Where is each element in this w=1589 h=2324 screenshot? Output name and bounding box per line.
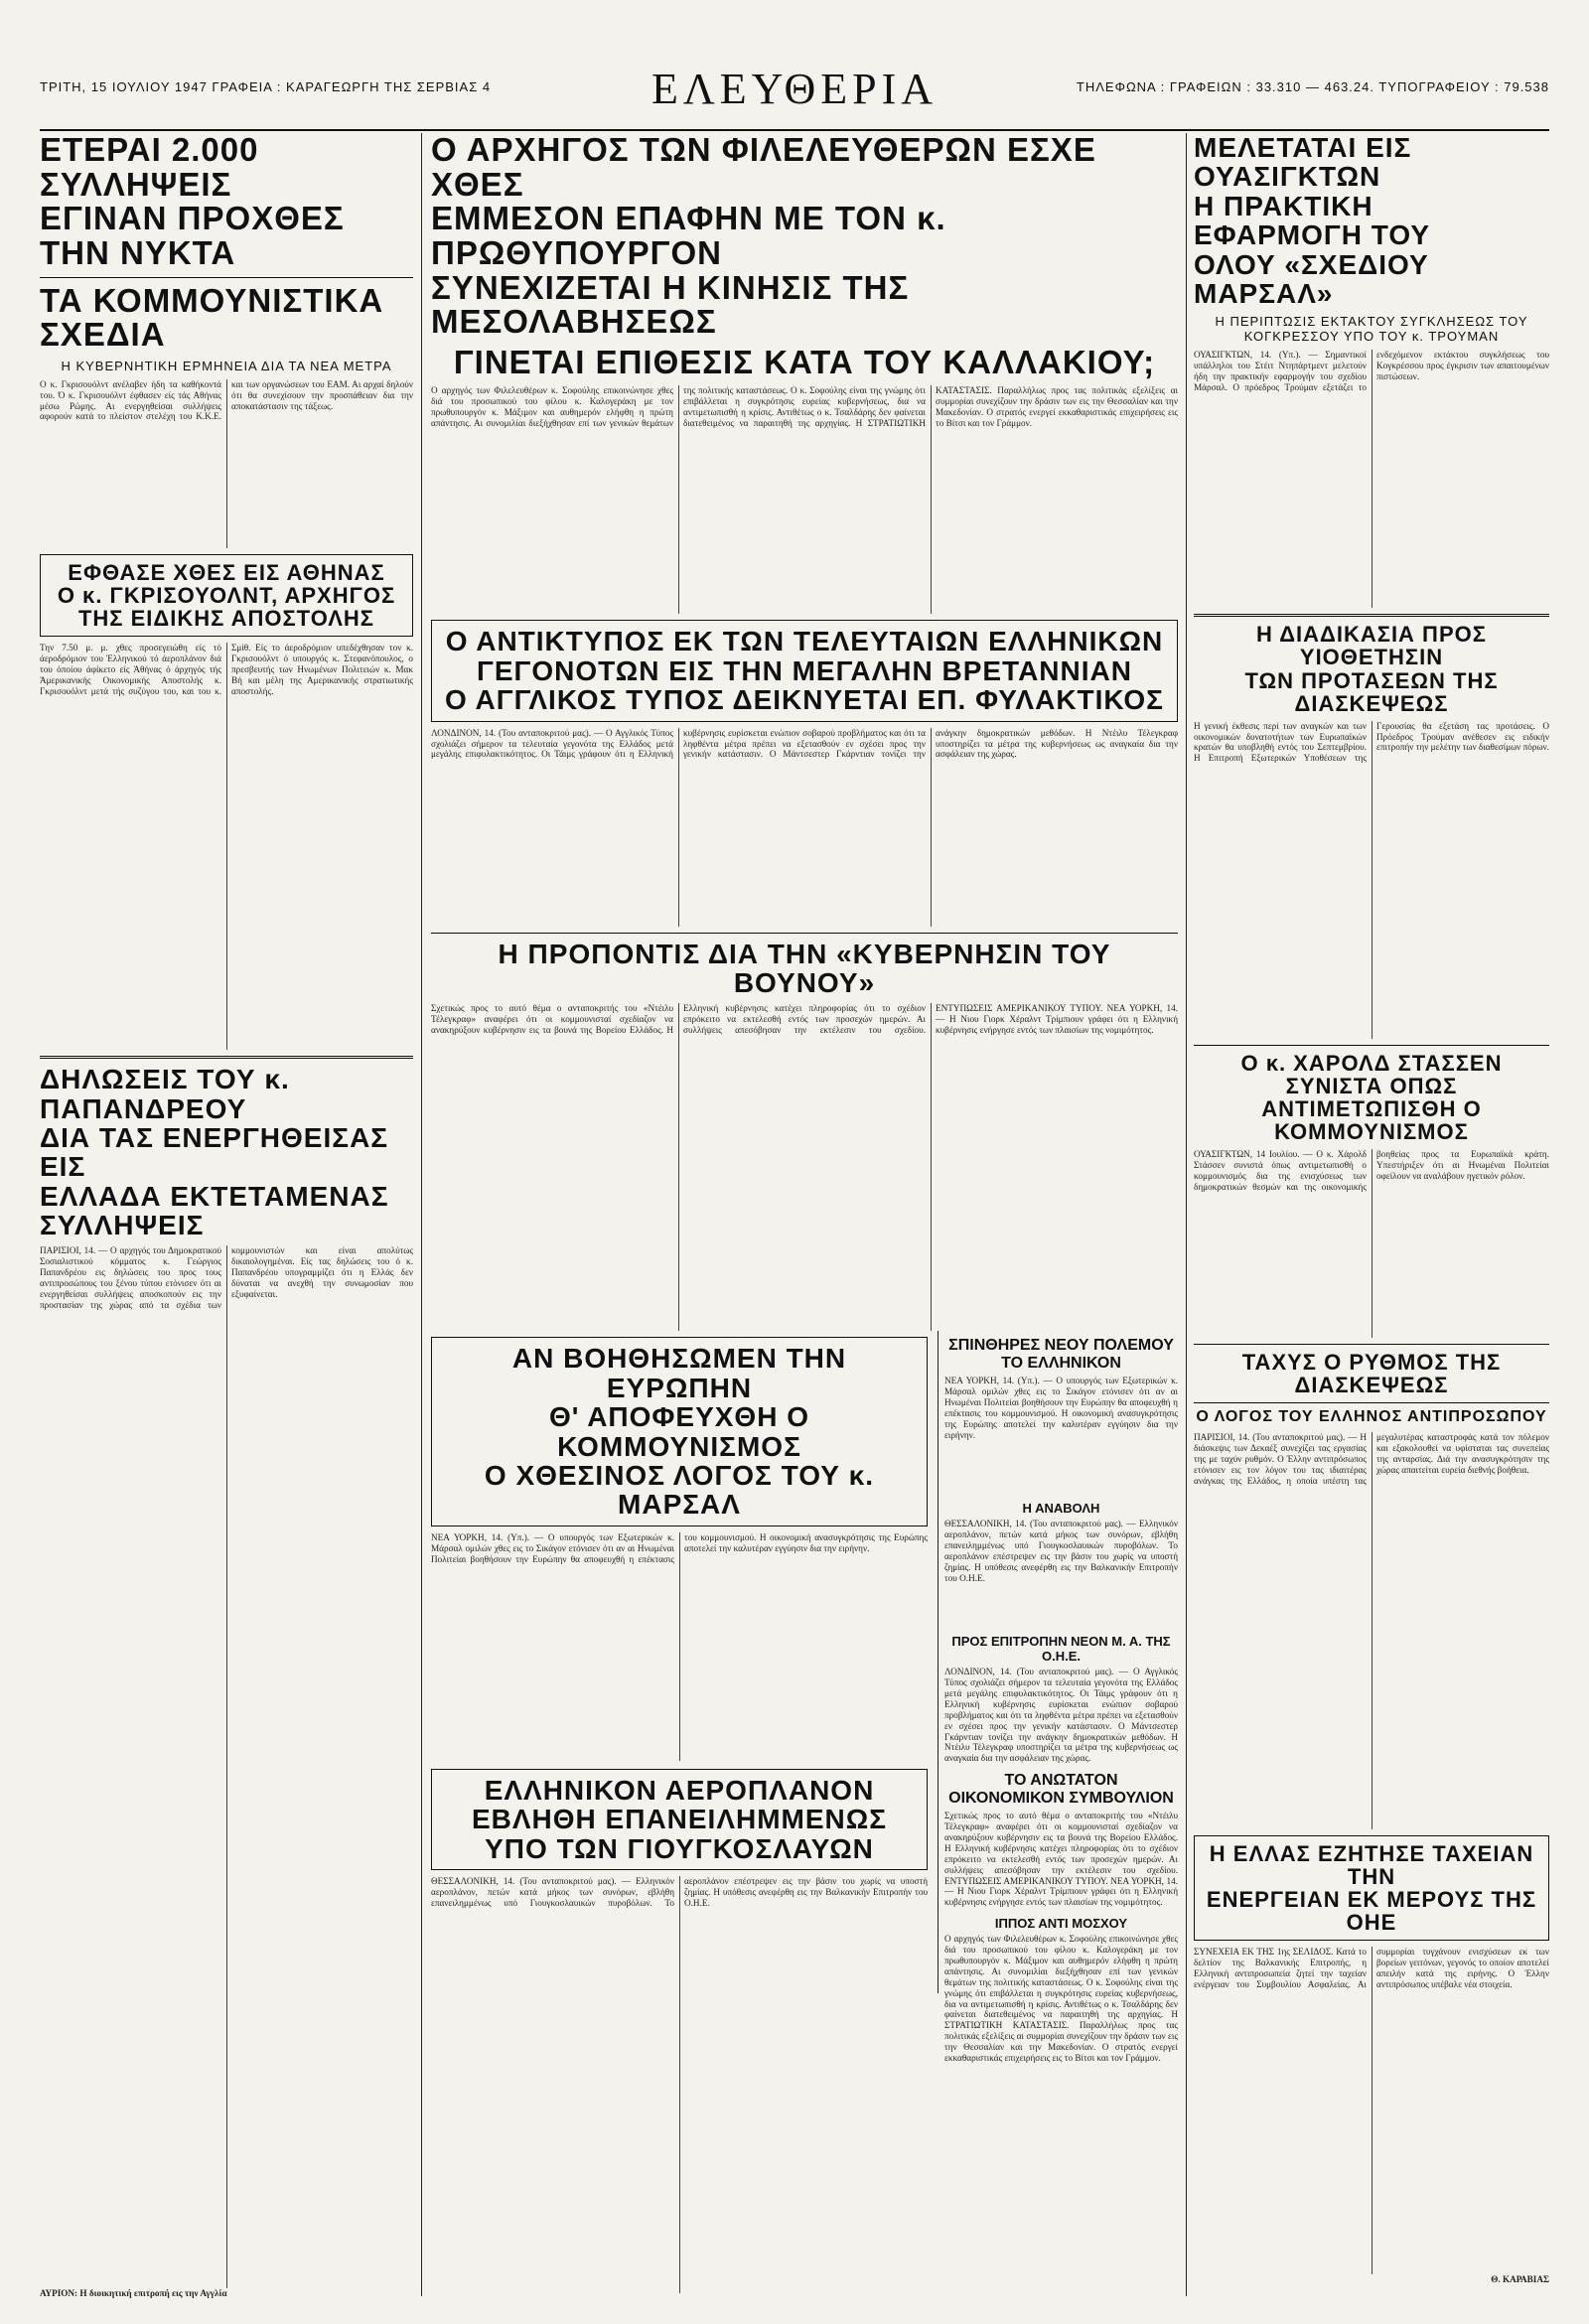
article-body: ΣΥΝΕΧΕΙΑ ΕΚ ΤΗΣ 1ης ΣΕΛΙΔΟΣ. Κατά το δελτίον της Βαλκανικής Επιτροπής, η Ελληνική αντιπροσωπεία ζητεί την ταχείαν ενέργειαν του Συμβουλίου Ασφαλείας. Αι συμμορίαι τυγχάνουν ενισχύσεων εκ των βορείων γειτόνων, γεγονός το οποίον αποτελεί απειλήν κατά της ειρήνης. Ο Έλλην αντιπρόσωπος υπέβαλε νέα στοιχεία.	[1194, 1947, 1549, 1990]
headline: ΟΛΟΥ «ΣΧΕΔΙΟΥ ΜΑΡΣΑΛ»	[1194, 248, 1429, 309]
article-body: ΛΟΝΔΙΝΟΝ, 14. (Του ανταποκριτού μας). — Ο Αγγλικός Τύπος σχολιάζει σήμερον τα τελευταία γεγονότα της Ελλάδος μετά μεγάλης επιφυλακτικότητος. Οι Τάιμς γράφουν ότι η Ελληνική κυβέρνησις ευρίσκεται ενώπιον σοβαρού προβλήματος και ότι τα ληφθέντα μέτρα πρέπει να εξετασθούν εν σχέσει προς την γενικήν κατάστασιν. Ο Μάντσεστερ Γκάρντιαν τονίζει την ανάγκην δημοκρατικών μεθόδων. Η Ντέιλυ Τέλεγκραφ υποστηρίζει τα μέτρα της κυβερνήσεως ως αναγκαία δια την ασφάλειαν της χώρας.	[431, 727, 1178, 760]
center-column	[431, 133, 1178, 2324]
headline: ΕΛΛΗΝΙΚΟΝ ΑΕΡΟΠΛΑΝΟΝ	[484, 1774, 875, 1806]
headline: Η ΠΡΑΚΤΙΚΗ ΕΦΑΡΜΟΓΗ ΤΟΥ	[1194, 190, 1431, 251]
brief-headline: ΤΟ ΑΝΩΤΑΤΟΝ ΟΙΚΟΝΟΜΙΚΟΝ ΣΥΜΒΟΥΛΙΟΝ	[948, 1772, 1174, 1808]
news-box	[431, 1337, 928, 1525]
headline: ΕΝΕΡΓΕΙΑΝ ΕΚ ΜΕΡΟΥΣ ΤΗΣ ΟΗΕ	[1206, 1887, 1537, 1936]
headline: ΕΒΛΗΘΗ ΕΠΑΝΕΙΛΗΜΜΕΝΩΣ	[471, 1804, 888, 1835]
divider	[1194, 1045, 1549, 1046]
article-body: ΝΕΑ ΥΟΡΚΗ, 14. (Υπ.). — Ο υπουργός των Εξωτερικών κ. Μάρσαλ ομιλών χθες εις το Σικάγον ετόνισεν ότι αν αι Ηνωμέναι Πολιτείαι βοηθήσουν την Ευρώπην θα αποφευχθή η επέκτασις του κομμουνισμού. Η οικονομική ανασυγκρότησις της Ευρώπης αποτελεί την καλυτέραν εγγύησιν δια την ειρήνην.	[944, 1376, 1178, 1440]
marshall-section	[431, 1331, 928, 2293]
headline: ΣΥΝΕΧΙΖΕΤΑΙ Η ΚΙΝΗΣΙΣ ΤΗΣ ΜΕΣΟΛΑΒΗΣΕΩΣ	[431, 268, 910, 341]
masthead-phones: ΤΗΛΕΦΩΝΑ : ΓΡΑΦΕΙΩΝ : 33.310 — 463.24. ΤΥΠΟΓΡΑΦΕΙΟΥ : 79.538	[1076, 79, 1549, 94]
brief-headline: Η ΑΝΑΒΟΛΗ	[1022, 1501, 1100, 1517]
subheadline: Η ΠΕΡΙΠΤΩΣΙΣ ΕΚΤΑΚΤΟΥ ΣΥΓΚΛΗΣΕΩΣ ΤΟΥ ΚΟΓΚΡΕΣΣΟΥ ΥΠΟ ΤΟΥ κ. ΤΡΟΥΜΑΝ	[1215, 314, 1528, 345]
right-column	[1194, 133, 1549, 2285]
news-box	[431, 1769, 928, 1870]
headline: ΤΗΣ ΕΙΔΙΚΗΣ ΑΠΟΣΤΟΛΗΣ	[77, 606, 375, 632]
headline: Θ' ΑΠΟΦΕΥΧΘΗ Ο ΚΟΜΜΟΥΝΙΣΜΟΣ	[549, 1401, 809, 1462]
divider	[1194, 1402, 1549, 1403]
headline: ΓΕΓΟΝΟΤΩΝ ΕΙΣ ΤΗΝ ΜΕΓΑΛΗΝ ΒΡΕΤΑΝΝΙΑΝ	[477, 654, 1132, 686]
headline: ΕΛΛΑΔΑ ΕΚΤΕΤΑΜΕΝΑΣ ΣΥΛΛΗΨΕΙΣ	[40, 1180, 389, 1241]
headline: ΜΕΛΕΤΑΤΑΙ ΕΙΣ ΟΥΑΣΙΓΚΤΩΝ	[1194, 132, 1412, 193]
headline: Ο ΑΝΤΙΚΤΥΠΟΣ ΕΚ ΤΩΝ ΤΕΛΕΥΤΑΙΩΝ ΕΛΛΗΝΙΚΩΝ	[445, 626, 1164, 657]
headline: ΑΝ ΒΟΗΘΗΣΩΜΕΝ ΤΗΝ ΕΥΡΩΠΗΝ	[511, 1343, 847, 1403]
brief-headline: ΙΠΠΟΣ ΑΝΤΙ ΜΟΣΧΟΥ	[994, 1916, 1128, 1932]
headline: Ο ΑΡΧΗΓΟΣ ΤΩΝ ΦΙΛΕΛΕΥΘΕΡΩΝ ΕΣΧΕ ΧΘΕΣ	[431, 131, 1096, 203]
headline: Ο ΑΓΓΛΙΚΟΣ ΤΥΠΟΣ ΔΕΙΚΝΥΕΤΑΙ ΕΠ. ΦΥΛΑΚΤΙΚΟΣ	[445, 684, 1164, 716]
brief-headline: ΣΠΙΝΘΗΡΕΣ ΝΕΟΥ ΠΟΛΕΜΟΥ ΤΟ ΕΛΛΗΝΙΚΟΝ	[948, 1337, 1174, 1373]
byline: Θ. ΚΑΡΑΒΙΑΣ	[1491, 2274, 1549, 2285]
column-rule	[421, 133, 422, 2296]
headline: ΥΠΟ ΤΩΝ ΓΙΟΥΓΚΟΣΛΑΥΩΝ	[485, 1832, 874, 1864]
headline: Ο κ. ΓΚΡΙΣΟΥΟΛΝΤ, ΑΡΧΗΓΟΣ	[57, 582, 396, 608]
news-box	[40, 554, 413, 637]
headline: ΔΗΛΩΣΕΙΣ ΤΟΥ κ. ΠΑΠΑΝΔΡΕΟΥ	[40, 1064, 290, 1124]
article-body: ΟΥΑΣΙΓΚΤΩΝ, 14 Ιουλίου. — Ο κ. Χάρολδ Στάσσεν συνιστά όπως αντιμετωπισθή ο κομμουνισμός δια της ενισχύσεως των δημοκρατικών θεσμών και της οικονομικής βοηθείας προς τα Ευρωπαϊκά κράτη. Υπεστήριξεν ότι αι Ηνωμέναι Πολιτείαι οφείλουν να αναλάβουν ηγετικόν ρόλον.	[1194, 1149, 1549, 1192]
headline: Η ΠΡΟΠΟΝΤΙΣ ΔΙΑ ΤΗΝ «ΚΥΒΕΡΝΗΣΙΝ ΤΟΥ ΒΟΥΝΟΥ»	[498, 938, 1111, 999]
left-column	[40, 133, 413, 2299]
headline: Ο ΧΘΕΣΙΝΟΣ ΛΟΓΟΣ ΤΟΥ κ. ΜΑΡΣΑΛ	[484, 1460, 875, 1521]
footer-note: ΑΥΡΙΟΝ: Η διοικητική επιτροπή εις την Αγγλία	[40, 2288, 227, 2299]
lower-center	[431, 1331, 1178, 2324]
article-body: Την 7.50 μ. μ. χθες προσεγειώθη είς τό άεροδρόμιον του Έλληνικού τό άεροπλάνον διά του όποίου άφίκετο είς Άθήνας ό άρχηγός τής Άμερικανικής Οικονομικής Αποστολής κ. Γκρισουόλντ μετά τής συζύγου του, και του κ. Σμίθ. Είς το άεροδρόμιον υπεδέχθησαν τον κ. Γκρισουόλντ ό υπουργός κ. Στεφανόπουλος, ο πρεσβευτής των Ηνωμένων Πολιτειών κ. Μακ Βή και μέλη της Αμερικανικής στρατιωτικής αποστολής.	[40, 643, 413, 696]
news-box	[1194, 1835, 1549, 1941]
article-body: Ο αρχηγός των Φιλελευθέρων κ. Σοφούλης επικοινώνησε χθες διά του προσωπικού του φίλου κ. Καλογεράκη με τον πρωθυπουργόν κ. Μάξιμον και αυθημερόν ελήφθη η πρώτη απάντησις. Αι συνομιλίαι διεξήχθησαν επί των γενικών θεμάτων της πολιτικής καταστάσεως. Ο κ. Σοφούλης είναι της γνώμης ότι επιβάλλεται η συγκρότησις ευρείας κυβερνήσεως, δια να αντιμετωπισθή η κρίσις. Αντιθέτως ο κ. Τσαλδάρης δεν φαίνεται διατεθειμένος να παραιτηθή της αρχηγίας. Η ΣΤΡΑΤΙΩΤΙΚΗ ΚΑΤΑΣΤΑΣΙΣ. Παραλλήλως προς τας πολιτικάς εξελίξεις αι συμμορίαι συνεχίζουν την δράσιν των εις την Θεσσαλίαν και την Μακεδονίαν. Ο στρατός ενεργεί εκκαθαριστικάς επιχειρήσεις εις το Βίτσι και τον Γράμμον.	[431, 385, 1178, 429]
article-body: Ο κ. Γκρισουόλντ ανέλαβεν ήδη τα καθήκοντά του. Ό κ. Γκρισουόλντ έφθασεν είς τάς Αθήνας μέσω Ρώμης. Αι ενεργηθείσαι συλλήψεις αφορούν κατά το πλείστον στελέχη του Κ.Κ.Ε. και των οργανώσεων του ΕΑΜ. Αι αρχαί δηλούν ότι θα συνεχίσουν την προσπάθειαν δια την αποκατάστασιν της τάξεως.	[40, 378, 413, 422]
briefs-column	[938, 1331, 1178, 2063]
article-body: Σχετικώς προς το αυτό θέμα ο ανταποκριτής του «Ντέιλυ Τέλεγκραφ» αναφέρει ότι οι κομμουνισταί σχεδίαζον να ανακηρύξουν κυβέρνησιν εις τα βουνά της Βορείου Ελλάδος. Η Ελληνική κυβέρνησις κατέχει πληροφορίας ότι το σχέδιον επρόκειτο να εκτελεσθή εντός των προσεχών ημερών. Αι συλλήψεις απεσόβησαν την εκτέλεσιν του σχεδίου. ΕΝΤΥΠΩΣΕΙΣ ΑΜΕΡΙΚΑΝΙΚΟΥ ΤΥΠΟΥ. ΝΕΑ ΥΟΡΚΗ, 14. — Η Νιου Γιορκ Χέραλντ Τρίμπιουν γράφει ότι η Ελληνική κυβέρνησις ενήργησε εντός των πλαισίων της νομιμότητος.	[944, 1811, 1178, 1908]
headline: ΑΝΤΙΜΕΤΩΠΙΣΘΗ Ο ΚΟΜΜΟΥΝΙΣΜΟΣ	[1261, 1095, 1482, 1144]
article-body: ΛΟΝΔΙΝΟΝ, 14. (Του ανταποκριτού μας). — Ο Αγγλικός Τύπος σχολιάζει σήμερον τα τελευταία γεγονότα της Ελλάδος μετά μεγάλης επιφυλακτικότητος. Οι Τάιμς γράφουν ότι η Ελληνική κυβέρνησις ευρίσκεται ενώπιον σοβαρού προβλήματος και ότι τα ληφθέντα μέτρα πρέπει να εξετασθούν εν σχέσει προς την γενικήν κατάστασιν. Ο Μάντσεστερ Γκάρντιαν τονίζει την ανάγκην δημοκρατικών μεθόδων. Η Ντέιλυ Τέλεγκραφ υποστηρίζει τα μέτρα της κυβερνήσεως ως αναγκαία δια την ασφάλειαν της χώρας.	[944, 1667, 1178, 1764]
masthead	[40, 64, 1549, 131]
headline: ΕΜΜΕΣΟΝ ΕΠΑΦΗΝ ΜΕ ΤΟΝ κ. ΠΡΩΘΥΠΟΥΡΓΟΝ	[431, 200, 946, 271]
divider	[1194, 1344, 1549, 1345]
article-body: ΠΑΡΙΣΙΟΙ, 14. (Του ανταποκριτού μας). — Η διάσκεψις των Δεκαέξ συνεχίζει τας εργασίας της με ταχύν ρυθμόν. Ο Έλλην αντιπρόσωπος ετόνισεν εις τον λόγον του τας ιδιαιτέρας ανάγκας της Ελλάδος, η οποία υπέστη τας μεγαλυτέρας καταστροφάς κατά τον πόλεμον και εξακολουθεί να υφίσταται τας συνεπείας της ανταρσίας. Διά την ανασυγκρότησιν της χώρας απαιτείται ευρεία διεθνής βοήθεια.	[1194, 1432, 1549, 1486]
article-body: Ο αρχηγός των Φιλελευθέρων κ. Σοφούλης επικοινώνησε χθες διά του προσωπικού του φίλου κ. Καλογεράκη με τον πρωθυπουργόν κ. Μάξιμον και αυθημερόν ελήφθη η πρώτη απάντησις. Αι συνομιλίαι διεξήχθησαν επί των γενικών θεμάτων της πολιτικής καταστάσεως. Ο κ. Σοφούλης είναι της γνώμης ότι επιβάλλεται η συγκρότησις ευρείας κυβερνήσεως, δια να αντιμετωπισθή η κρίσις. Αντιθέτως ο κ. Τσαλδάρης δεν φαίνεται διατεθειμένος να παραιτηθή της αρχηγίας. Η ΣΤΡΑΤΙΩΤΙΚΗ ΚΑΤΑΣΤΑΣΙΣ. Παραλλήλως προς τας πολιτικάς εξελίξεις αι συμμορίαι συνεχίζουν την δράσιν των εις την Θεσσαλίαν και την Μακεδονίαν. Ο στρατός ενεργεί εκκαθαριστικάς επιχειρήσεις εις το Βίτσι και τον Γράμμον.	[944, 1934, 1178, 2063]
article-body: ΘΕΣΣΑΛΟΝΙΚΗ, 14. (Του ανταποκριτού μας). — Ελληνικόν αεροπλάνον, πετών κατά μήκος των συνόρων, εβλήθη επανειλημμένως υπό Γιουγκοσλαυικών πυροβόλων. Το αεροπλάνον επέστρεψεν εις την βάσιν του χωρίς να υποστή ζημίας. Η υπόθεσις ανεφέρθη εις την Βαλκανικήν Επιτροπήν του Ο.Η.Ε.	[431, 1875, 928, 1908]
headline: ΤΩΝ ΠΡΟΤΑΣΕΩΝ ΤΗΣ ΔΙΑΣΚΕΨΕΩΣ	[1244, 667, 1499, 716]
headline: Ο ΛΟΓΟΣ ΤΟΥ ΕΛΛΗΝΟΣ ΑΝΤΙΠΡΟΣΩΠΟΥ	[1196, 1408, 1547, 1426]
masthead-date-address: ΤΡΙΤΗ, 15 ΙΟΥΛΙΟΥ 1947 ΓΡΑΦΕΙΑ : ΚΑΡΑΓΕΩΡΓΗ ΤΗΣ ΣΕΡΒΙΑΣ 4	[40, 79, 492, 94]
news-box	[431, 620, 1178, 721]
brief-headline: ΠΡΟΣ ΕΠΙΤΡΟΠΗΝ ΝΕΟΝ Μ. Α. ΤΗΣ Ο.Η.Ε.	[951, 1634, 1171, 1665]
headline: Η ΕΛΛΑΣ ΕΖΗΤΗΣΕ ΤΑΧΕΙΑΝ ΤΗΝ	[1209, 1841, 1534, 1890]
headline: Η ΔΙΑΔΙΚΑΣΙΑ ΠΡΟΣ ΥΙΟΘΕΤΗΣΙΝ	[1256, 622, 1487, 670]
column-rule	[1186, 133, 1187, 2296]
headline: ΓΙΝΕΤΑΙ ΕΠΙΘΕΣΙΣ ΚΑΤΑ ΤΟΥ ΚΑΛΛΑΚΙΟΥ;	[453, 343, 1156, 380]
headline: ΕΓΙΝΑΝ ΠΡΟΧΘΕΣ ΤΗΝ ΝΥΚΤΑ	[40, 200, 345, 271]
divider	[1194, 614, 1549, 617]
newspaper-title: ΕΛΕΥΘΕΡΙΑ	[650, 65, 939, 113]
headline: ΤΑ ΚΟΜΜΟΥΝΙΣΤΙΚΑ ΣΧΕΔΙΑ	[40, 281, 384, 354]
article-body: Η γενική έκθεσις περί των αναγκών και των οικονομικών δυνατοτήτων των Ευρωπαϊκών κρατών θα υποβληθή εντός του Σεπτεμβρίου. Η Επιτροπή Εξωτερικών Υποθέσεων της Γερουσίας θα εξετάση τας προτάσεις. Ο Πρόεδρος Τρούμαν ανέθεσεν εις ειδικήν επιτροπήν την μελέτην των διαθεσίμων πόρων.	[1194, 720, 1549, 764]
divider	[431, 933, 1178, 934]
headline: Ο κ. ΧΑΡΟΛΔ ΣΤΑΣΣΕΝ ΣΥΝΙΣΤΑ ΟΠΩΣ	[1240, 1050, 1503, 1098]
article-body: ΟΥΑΣΙΓΚΤΩΝ, 14. (Υπ.). — Σημαντικοί υπάλληλοι του Στέιτ Ντηπάρτμεντ μελετούν ήδη την πρακτικήν εφαρμογήν του σχεδίου Μάρσαλ. Ο πρόεδρος Τρούμαν εξετάζει το ενδεχόμενον εκτάκτου συγκλήσεως του Κογκρέσσου προς έγκρισιν των απαιτουμένων πιστώσεων.	[1194, 350, 1549, 392]
article-body: ΘΕΣΣΑΛΟΝΙΚΗ, 14. (Του ανταποκριτού μας). — Ελληνικόν αεροπλάνον, πετών κατά μήκος των συνόρων, εβλήθη επανειλημμένως υπό Γιουγκοσλαυικών πυροβόλων. Το αεροπλάνον επέστρεψεν εις την βάσιν του χωρίς να υποστή ζημίας. Η υπόθεσις ανεφέρθη εις την Βαλκανικήν Επιτροπήν του Ο.Η.Ε.	[944, 1519, 1178, 1583]
subheadline: Η ΚΥΒΕΡΝΗΤΙΚΗ ΕΡΜΗΝΕΙΑ ΔΙΑ ΤΑ ΝΕΑ ΜΕΤΡΑ	[61, 358, 392, 373]
headline: ΕΦΘΑΣΕ ΧΘΕΣ ΕΙΣ ΑΘΗΝΑΣ	[68, 559, 385, 585]
divider	[40, 1056, 413, 1059]
article-body: ΠΑΡΙΣΙΟΙ, 14. — Ο αρχηγός του Δημοκρατικού Σοσιαλιστικού κόμματος κ. Γεώργιος Παπανδρέου εις δηλώσεις του προς τους αντιπροσώπους του ξένου τύπου ετόνισεν ότι αι ενεργηθείσαι συλλήψεις αποσκοπούν εις την προστασίαν της χώρας από τα σχέδια των κομμουνιστών και είναι απολύτως δικαιολογημέναι. Είς τας δηλώσεις του ό κ. Παπανδρέου υπογραμμίζει ότι η Ελλάς δεν δύναται να ανεχθή την συνωμοσίαν που εξυφαίνεται.	[40, 1245, 413, 1310]
headline: ΔΙΑ ΤΑΣ ΕΝΕΡΓΗΘΕΙΣΑΣ ΕΙΣ	[40, 1121, 389, 1183]
article-body: ΝΕΑ ΥΟΡΚΗ, 14. (Υπ.). — Ο υπουργός των Εξωτερικών κ. Μάρσαλ ομιλών χθες εις το Σικάγον ετόνισεν ότι αν αι Ηνωμέναι Πολιτείαι βοηθήσουν την Ευρώπην θα αποφευχθή η επέκτασις του κομμουνισμού. Η οικονομική ανασυγκρότησις της Ευρώπης αποτελεί την καλυτέραν εγγύησιν δια την ειρήνην.	[431, 1531, 928, 1564]
headline: ΕΤΕΡΑΙ 2.000 ΣΥΛΛΗΨΕΙΣ	[40, 131, 259, 203]
headline: ΤΑΧΥΣ Ο ΡΥΘΜΟΣ ΤΗΣ ΔΙΑΣΚΕΨΕΩΣ	[1241, 1350, 1502, 1398]
article-body: Σχετικώς προς το αυτό θέμα ο ανταποκριτής του «Ντέιλυ Τέλεγκραφ» αναφέρει ότι οι κομμουνισταί σχεδίαζον να ανακηρύξουν κυβέρνησιν εις τα βουνά της Βορείου Ελλάδος. Η Ελληνική κυβέρνησις κατέχει πληροφορίας ότι το σχέδιον επρόκειτο να εκτελεσθή εντός των προσεχών ημερών. Αι συλλήψεις απεσόβησαν την εκτέλεσιν του σχεδίου. ΕΝΤΥΠΩΣΕΙΣ ΑΜΕΡΙΚΑΝΙΚΟΥ ΤΥΠΟΥ. ΝΕΑ ΥΟΡΚΗ, 14. — Η Νιου Γιορκ Χέραλντ Τρίμπιουν γράφει ότι η Ελληνική κυβέρνησις ενήργησε εντός των πλαισίων της νομιμότητος.	[431, 1003, 1178, 1036]
divider	[40, 277, 413, 278]
